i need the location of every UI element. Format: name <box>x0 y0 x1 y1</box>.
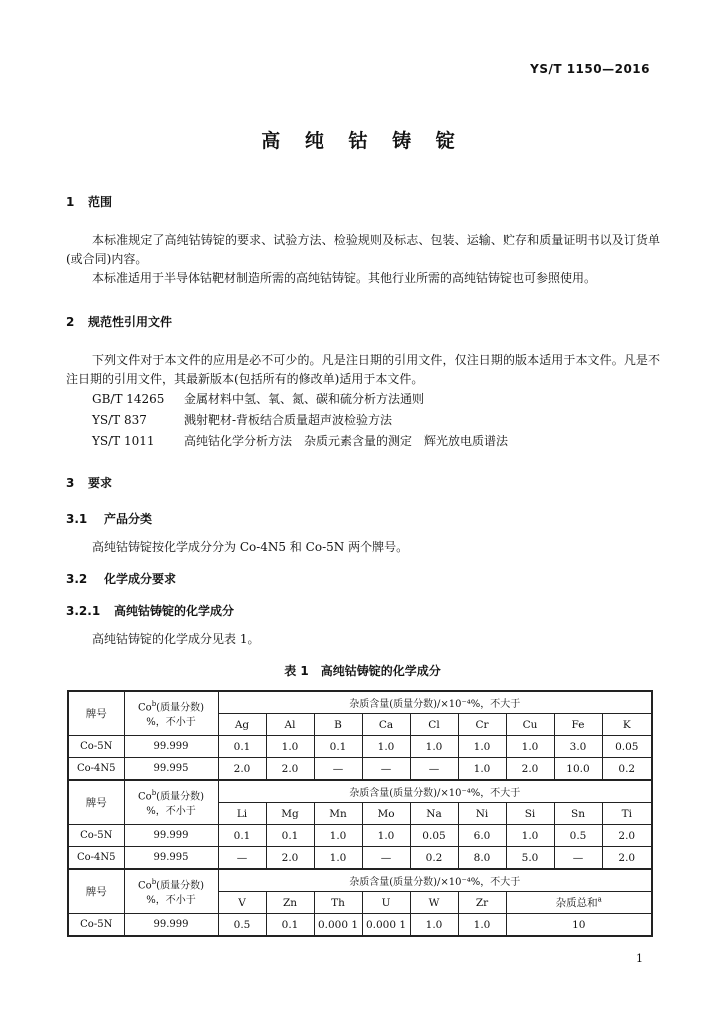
element-cell: U <box>362 892 410 914</box>
table-header-row <box>68 869 652 892</box>
value-cell: 3.0 <box>554 736 602 758</box>
section-3-heading <box>66 474 112 491</box>
value-cell: 0.1 <box>266 914 314 937</box>
reference-title: 高纯钴化学分析方法 杂质元素含量的测定 辉光放电质谱法 <box>184 434 509 448</box>
section-1-heading <box>66 193 112 210</box>
section-number: 2 <box>66 315 75 329</box>
impurity-header: 杂质含量(质量分数)/×10⁻⁴%，不大于 <box>218 691 652 714</box>
total-cell: 10 <box>506 914 652 937</box>
reference-code: YS/T 837 <box>92 413 147 427</box>
co-header-unit: %，不小于 <box>146 806 196 818</box>
element-cell: Cu <box>506 714 554 736</box>
element-cell: Li <box>218 803 266 825</box>
value-cell: 0.5 <box>554 825 602 847</box>
value-cell: 1.0 <box>410 736 458 758</box>
reference-title: 金属材料中氢、氧、氮、碳和硫分析方法通则 <box>184 392 425 406</box>
grade-cell: Co-4N5 <box>68 758 124 781</box>
value-cell: — <box>362 758 410 781</box>
total-header <box>506 892 652 914</box>
element-cell: Ni <box>458 803 506 825</box>
element-cell: Mo <box>362 803 410 825</box>
grade-cell: Co-5N <box>68 825 124 847</box>
value-cell: 6.0 <box>458 825 506 847</box>
section-1-paragraph-1: 本标准规定了高纯钴铸锭的要求、试验方法、检验规则及标志、包装、运输、贮存和质量证明书以及订货单(或合同)内容。 <box>66 233 660 266</box>
co-header <box>124 780 218 825</box>
value-cell: 1.0 <box>314 825 362 847</box>
element-cell: K <box>602 714 652 736</box>
value-cell: 2.0 <box>602 825 652 847</box>
value-cell: 10.0 <box>554 758 602 781</box>
reference-code: GB/T 14265 <box>92 392 165 406</box>
value-cell: 0.2 <box>602 758 652 781</box>
grade-cell: Co-5N <box>68 914 124 937</box>
section-title: 范围 <box>88 195 113 209</box>
chemical-composition-table <box>67 690 653 937</box>
value-cell: 2.0 <box>602 847 652 870</box>
table-caption: 表 1 高纯钴铸锭的化学成分 <box>284 664 441 678</box>
impurity-header: 杂质含量(质量分数)/×10⁻⁴%，不大于 <box>218 780 652 803</box>
co-header-unit: %，不小于 <box>146 895 196 907</box>
element-cell: Na <box>410 803 458 825</box>
section-3-1-heading <box>66 510 152 527</box>
element-cell: Th <box>314 892 362 914</box>
section-2-paragraph-1: 下列文件对于本文件的应用是必不可少的。凡是注日期的引用文件，仅注日期的版本适用于本文件。凡是不注日期的引用文件，其最新版本(包括所有的修改单)适用于本文件。 <box>66 353 660 386</box>
value-cell: 1.0 <box>458 914 506 937</box>
section-3-2-1-heading <box>66 602 234 619</box>
table-header-row <box>68 691 652 714</box>
section-title: 规范性引用文件 <box>88 315 173 329</box>
value-cell: 5.0 <box>506 847 554 870</box>
section-number: 3.2 <box>66 572 88 586</box>
section-number: 3.1 <box>66 512 88 526</box>
co-header-text: (质量分数) <box>156 880 204 892</box>
co-header-symbol: Co <box>138 791 152 803</box>
element-cell: Si <box>506 803 554 825</box>
value-cell: 0.2 <box>410 847 458 870</box>
element-cell: Al <box>266 714 314 736</box>
total-footnote: a <box>597 895 602 904</box>
value-cell: 2.0 <box>506 758 554 781</box>
value-cell: — <box>410 758 458 781</box>
co-header-footnote: b <box>151 699 157 708</box>
table-row <box>68 847 652 870</box>
section-3-1-paragraph: 高纯钴铸锭按化学成分分为 Co-4N5 和 Co-5N 两个牌号。 <box>92 540 409 554</box>
value-cell: — <box>218 847 266 870</box>
value-cell: 1.0 <box>266 736 314 758</box>
value-cell: 0.05 <box>410 825 458 847</box>
co-header-text: (质量分数) <box>156 702 204 714</box>
document-title: 高 纯 钴 铸 锭 <box>261 130 464 152</box>
section-1-paragraph-2: 本标准适用于半导体钴靶材制造所需的高纯钴铸锭。其他行业所需的高纯钴铸锭也可参照使用。 <box>92 271 597 285</box>
table-header-row <box>68 780 652 803</box>
section-number: 3.2.1 <box>66 604 101 618</box>
value-cell: 1.0 <box>362 825 410 847</box>
co-cell: 99.999 <box>124 914 218 937</box>
element-cell: B <box>314 714 362 736</box>
element-cell: Mn <box>314 803 362 825</box>
value-cell: — <box>554 847 602 870</box>
element-cell: Zr <box>458 892 506 914</box>
value-cell: 1.0 <box>506 825 554 847</box>
co-header-footnote: b <box>151 877 157 886</box>
value-cell: 0.1 <box>266 825 314 847</box>
value-cell: 1.0 <box>506 736 554 758</box>
section-title: 产品分类 <box>104 512 153 526</box>
grade-cell: Co-5N <box>68 736 124 758</box>
grade-cell: Co-4N5 <box>68 847 124 870</box>
section-title: 化学成分要求 <box>104 572 177 586</box>
co-header <box>124 869 218 914</box>
element-cell: Sn <box>554 803 602 825</box>
co-cell: 99.999 <box>124 825 218 847</box>
co-header-text: (质量分数) <box>156 791 204 803</box>
co-cell: 99.999 <box>124 736 218 758</box>
standard-code: YS/T 1150—2016 <box>530 62 650 76</box>
co-header-footnote: b <box>151 788 157 797</box>
element-cell: Ti <box>602 803 652 825</box>
element-cell: Cl <box>410 714 458 736</box>
co-header-unit: %，不小于 <box>146 717 196 729</box>
grade-header: 牌号 <box>68 869 124 914</box>
element-cell: Ag <box>218 714 266 736</box>
co-cell: 99.995 <box>124 758 218 781</box>
value-cell: 0.000 1 <box>314 914 362 937</box>
value-cell: 0.5 <box>218 914 266 937</box>
value-cell: 0.05 <box>602 736 652 758</box>
value-cell: 2.0 <box>266 847 314 870</box>
value-cell: 1.0 <box>314 847 362 870</box>
section-title: 要求 <box>88 476 113 490</box>
reference-code: YS/T 1011 <box>92 434 155 448</box>
co-header-symbol: Co <box>138 880 152 892</box>
table-row <box>68 758 652 781</box>
element-cell: Ca <box>362 714 410 736</box>
value-cell: 1.0 <box>458 736 506 758</box>
value-cell: — <box>314 758 362 781</box>
grade-header: 牌号 <box>68 691 124 736</box>
value-cell: 0.1 <box>218 825 266 847</box>
element-cell: Fe <box>554 714 602 736</box>
element-cell: Cr <box>458 714 506 736</box>
element-cell: W <box>410 892 458 914</box>
co-header <box>124 691 218 736</box>
section-number: 3 <box>66 476 75 490</box>
value-cell: 8.0 <box>458 847 506 870</box>
page-number: 1 <box>636 952 643 965</box>
table-row <box>68 736 652 758</box>
value-cell: 2.0 <box>266 758 314 781</box>
value-cell: 0.1 <box>218 736 266 758</box>
total-label: 杂质总和 <box>555 897 598 909</box>
table-row <box>68 914 652 937</box>
reference-title: 溅射靶材-背板结合质量超声波检验方法 <box>184 413 393 427</box>
section-2-heading <box>66 313 172 330</box>
impurity-header: 杂质含量(质量分数)/×10⁻⁴%，不大于 <box>218 869 652 892</box>
element-cell: Mg <box>266 803 314 825</box>
co-cell: 99.995 <box>124 847 218 870</box>
section-3-2-1-paragraph: 高纯钴铸锭的化学成分见表 1。 <box>92 632 260 646</box>
element-cell: Zn <box>266 892 314 914</box>
value-cell: — <box>362 847 410 870</box>
value-cell: 2.0 <box>218 758 266 781</box>
reference-item <box>92 432 508 449</box>
co-header-symbol: Co <box>138 702 152 714</box>
section-title: 高纯钴铸锭的化学成分 <box>114 604 235 618</box>
value-cell: 0.000 1 <box>362 914 410 937</box>
reference-item <box>92 390 424 407</box>
value-cell: 1.0 <box>410 914 458 937</box>
value-cell: 1.0 <box>362 736 410 758</box>
value-cell: 1.0 <box>458 758 506 781</box>
table-row <box>68 825 652 847</box>
reference-item <box>92 411 392 428</box>
value-cell: 0.1 <box>314 736 362 758</box>
section-number: 1 <box>66 195 75 209</box>
grade-header: 牌号 <box>68 780 124 825</box>
element-cell: V <box>218 892 266 914</box>
section-3-2-heading <box>66 570 176 587</box>
